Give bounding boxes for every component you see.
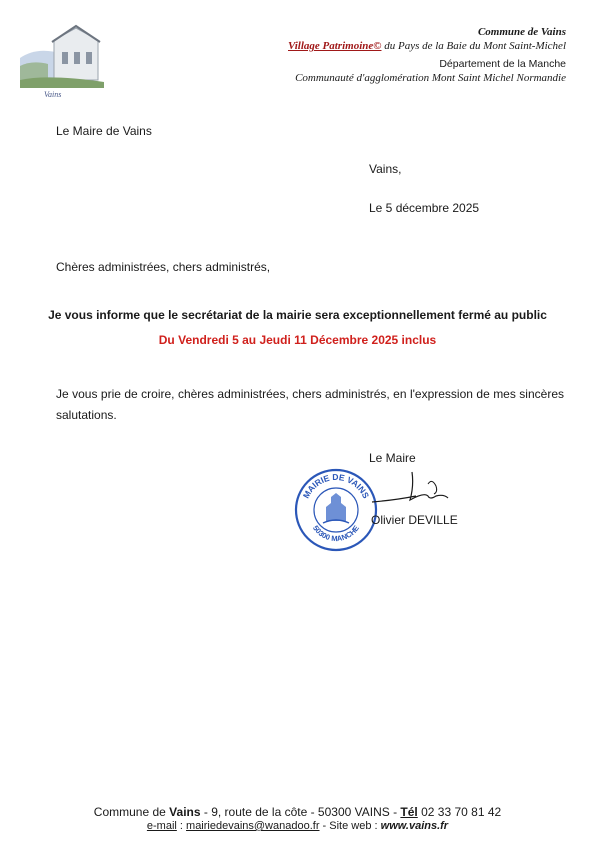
village-logo [18, 18, 104, 96]
footer-tel-label: Tél [400, 805, 418, 819]
signer-name: Olivier DEVILLE [371, 513, 458, 527]
footer-commune-prefix: Commune de [93, 805, 170, 819]
letter-closing: Je vous prie de croire, chères administrées, chers administrés, en l'expression de mes sincères salutations. [56, 387, 564, 422]
footer-contact [0, 820, 595, 832]
footer-email-sep: : [176, 820, 187, 832]
footer-address [0, 805, 595, 819]
letter-date: Le 5 décembre 2025 [369, 201, 480, 215]
closure-dates: Du Vendredi 5 au Jeudi 11 Décembre 2025 inclus [158, 333, 437, 347]
footer-email-link[interactable]: mairiedevains@wanadoo.fr [186, 820, 320, 832]
footer-site-link[interactable]: www.vains.fr [380, 820, 449, 832]
header-communaute: Communauté d'agglomération Mont Saint Michel Normandie [295, 72, 566, 84]
village-patrimoine-label: Village Patrimoine© [288, 40, 382, 52]
stamp-top-text: MAIRIE DE VAINS [300, 471, 372, 500]
header-departement: Département de la Manche [439, 58, 566, 70]
header-village [288, 40, 566, 52]
signer-title: Le Maire [369, 451, 416, 465]
stamp-bottom-text: 50300 MANCHE [311, 523, 361, 544]
header-commune: Commune de Vains [477, 26, 566, 38]
letter-greeting: Chères administrées, chers administrés, [56, 260, 271, 274]
letter-sender: Le Maire de Vains [56, 124, 152, 138]
mayor-signature [366, 466, 456, 510]
footer-commune-name: Vains [169, 805, 201, 819]
closure-notice: Je vous informe que le secrétariat de la mairie sera exceptionnellement fermé au public [48, 308, 547, 322]
logo-caption: Vains [44, 90, 62, 99]
village-description: du Pays de la Baie du Mont Saint-Michel [381, 40, 566, 52]
footer-address-text: - 9, route de la côte - 50300 VAINS - [200, 805, 401, 819]
footer-tel: 02 33 70 81 42 [417, 805, 502, 819]
footer-email-label: e-mail [146, 820, 177, 832]
letter-place: Vains, [369, 162, 402, 176]
footer-site-label: - Site web : [319, 820, 381, 832]
